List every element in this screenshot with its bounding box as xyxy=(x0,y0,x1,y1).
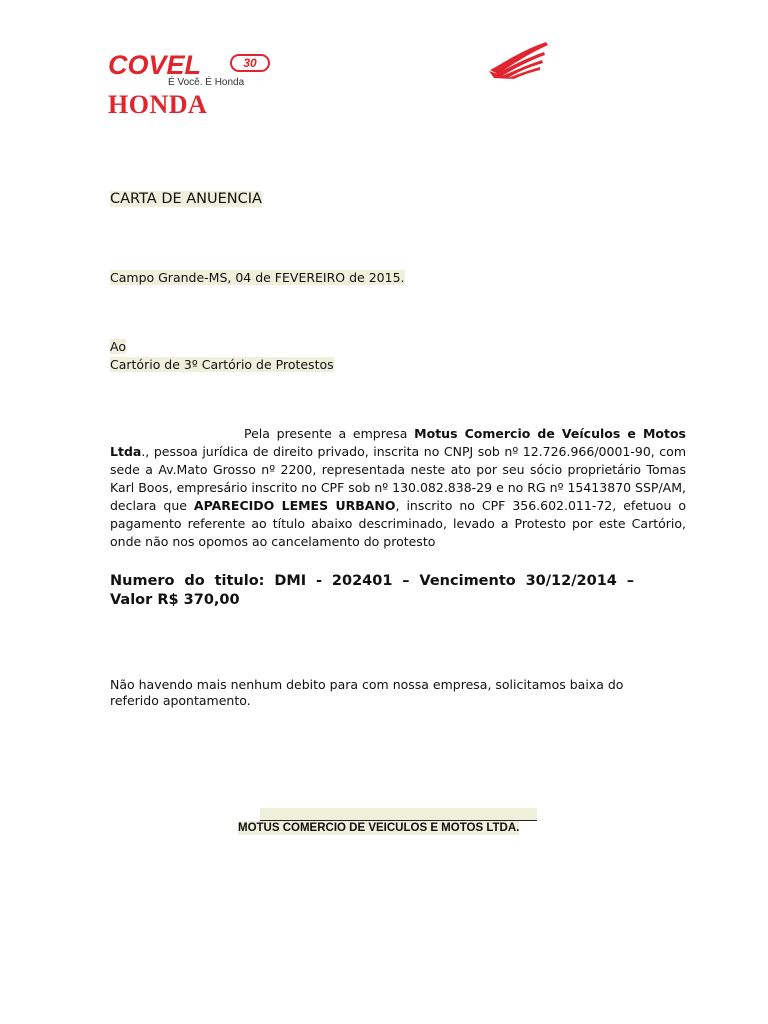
letter-body xyxy=(110,425,686,551)
place-date-text: Campo Grande-MS, 04 de FEVEREIRO de 2015. xyxy=(110,270,405,285)
body-part-3: , inscrito no CPF 356.602.011-72, efetuou o pagamento referente ao título abaixo descriminado, levado a Protesto por este Cartório, onde não nos opomos ao cancelamento do protesto xyxy=(110,498,686,549)
body-part-2: ., pessoa jurídica de direito privado, inscrita no CNPJ sob nº 12.726.966/0001-90, com sede a Av.Mato Grosso nº 2200, representada neste ato por seu sócio proprietário Tomas Karl Boos, empresário inscrito no CPF sob nº 130.082.838-29 e no RG nº 15413870 SSP/AM, declara que xyxy=(110,444,686,513)
recipient-salutation xyxy=(110,338,126,356)
signature-company-name: MOTUS COMERCIO DE VEICULOS E MOTOS LTDA. xyxy=(238,822,520,834)
recipient-name-text: Cartório de 3º Cartório de Protestos xyxy=(110,357,334,372)
signature-line xyxy=(260,808,537,821)
recipient-salutation-text: Ao xyxy=(110,339,126,354)
debtor-name: APARECIDO LEMES URBANO xyxy=(193,498,396,513)
body-part-1: Pela presente a empresa xyxy=(244,426,415,441)
company-name: Motus Comercio de Veículos e Motos Ltda xyxy=(110,426,686,459)
honda-logo-word: HONDA xyxy=(108,90,208,119)
covel-slogan: É Você. É Honda xyxy=(168,77,245,88)
closing-paragraph: Não havendo mais nenhum debito para com nossa empresa, solicitamos baixa do referido apontamento. xyxy=(110,677,624,708)
letter-title xyxy=(110,189,262,209)
letter-title-text: CARTA DE ANUENCIA xyxy=(110,191,262,207)
recipient-name xyxy=(110,356,334,374)
honda-wing-icon xyxy=(488,40,550,80)
covel-logo-word: COVEL xyxy=(108,50,202,80)
covel-logo xyxy=(108,50,273,90)
place-date xyxy=(110,269,405,287)
covel-anniversary-badge: 30 xyxy=(230,54,270,72)
titulo-details: Numero do titulo: DMI - 202401 – Vencimento 30/12/2014 – Valor R$ 370,00 xyxy=(110,573,634,608)
